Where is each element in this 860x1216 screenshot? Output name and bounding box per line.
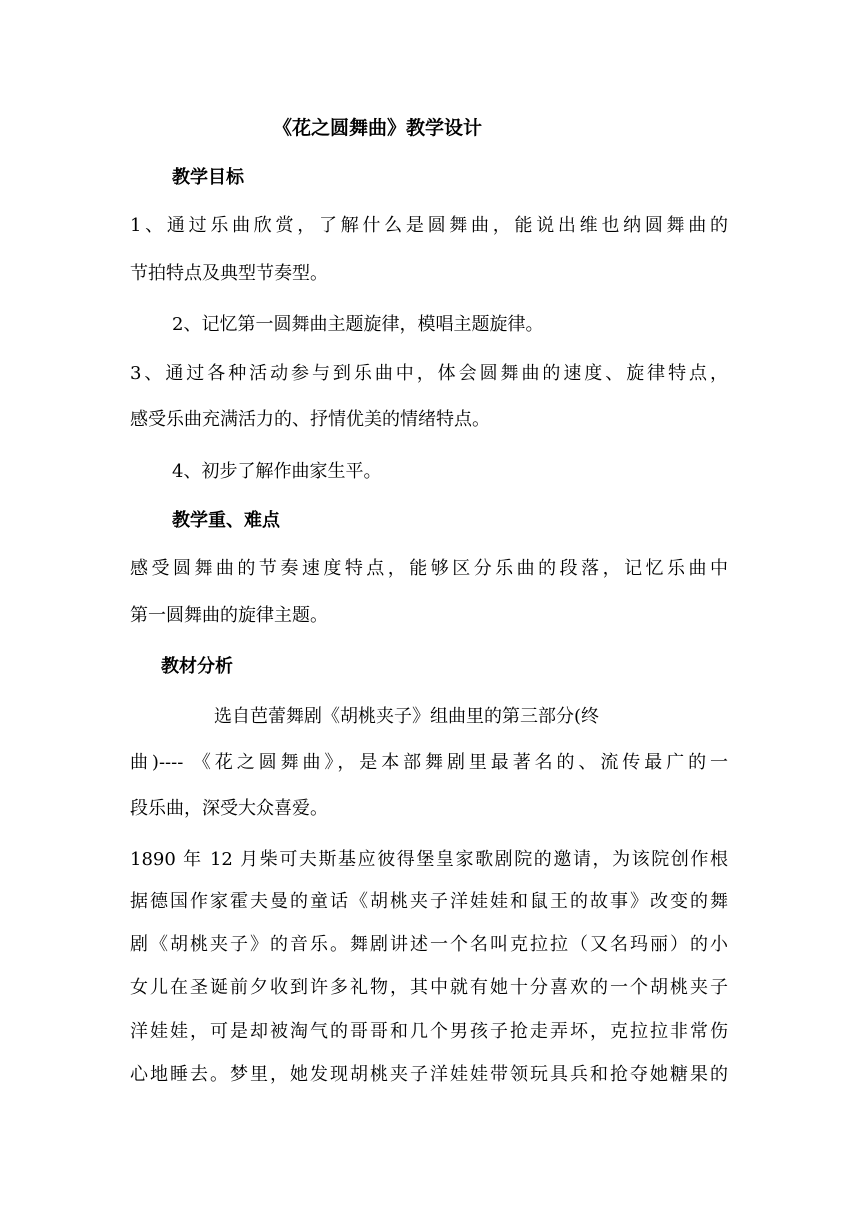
key-points-line-1: 感受圆舞曲的节奏速度特点，能够区分乐曲的段落，记忆乐曲中: [130, 558, 728, 579]
objective-1-line-2: 节拍特点及典型节奏型。: [130, 263, 328, 284]
material-line-8: 洋娃娃，可是却被淘气的哥哥和几个男孩子抢走弄坏，克拉拉非常伤: [130, 1021, 728, 1042]
section-heading-key-points: 教学重、难点: [172, 510, 280, 531]
document-title: 《花之圆舞曲》教学设计: [273, 117, 483, 139]
material-line-9: 心地睡去。梦里，她发现胡桃夹子洋娃娃带领玩具兵和抢夺她糖果的: [130, 1064, 728, 1085]
section-heading-material: 教材分析: [161, 656, 233, 677]
material-line-7: 女儿在圣诞前夕收到许多礼物，其中就有她十分喜欢的一个胡桃夹子: [130, 977, 728, 998]
material-line-5: 据德国作家霍夫曼的童话《胡桃夹子洋娃娃和鼠王的故事》改变的舞: [130, 891, 728, 912]
objective-1-line-1: 1、通过乐曲欣赏，了解什么是圆舞曲，能说出维也纳圆舞曲的: [130, 215, 728, 236]
objective-2: 2、记忆第一圆舞曲主题旋律，模唱主题旋律。: [172, 314, 544, 335]
material-line-3: 段乐曲，深受大众喜爱。: [130, 798, 328, 819]
key-points-line-2: 第一圆舞曲的旋律主题。: [130, 605, 328, 626]
material-line-2: 曲)---- 《花之圆舞曲》，是本部舞剧里最著名的、流传最广的一: [130, 752, 728, 773]
objective-3-line-2: 感受乐曲充满活力的、抒情优美的情绪特点。: [130, 409, 490, 430]
material-line-6: 剧《胡桃夹子》的音乐。舞剧讲述一个名叫克拉拉（又名玛丽）的小: [130, 934, 728, 955]
objective-3-line-1: 3、通过各种活动参与到乐曲中，体会圆舞曲的速度、旋律特点，: [130, 363, 728, 384]
section-heading-objectives: 教学目标: [172, 167, 244, 188]
material-line-1: 选自芭蕾舞剧《胡桃夹子》组曲里的第三部分(终: [214, 706, 600, 727]
material-line-4: 1890 年 12 月柴可夫斯基应彼得堡皇家歌剧院的邀请，为该院创作根: [130, 849, 728, 870]
objective-4: 4、初步了解作曲家生平。: [172, 461, 382, 482]
